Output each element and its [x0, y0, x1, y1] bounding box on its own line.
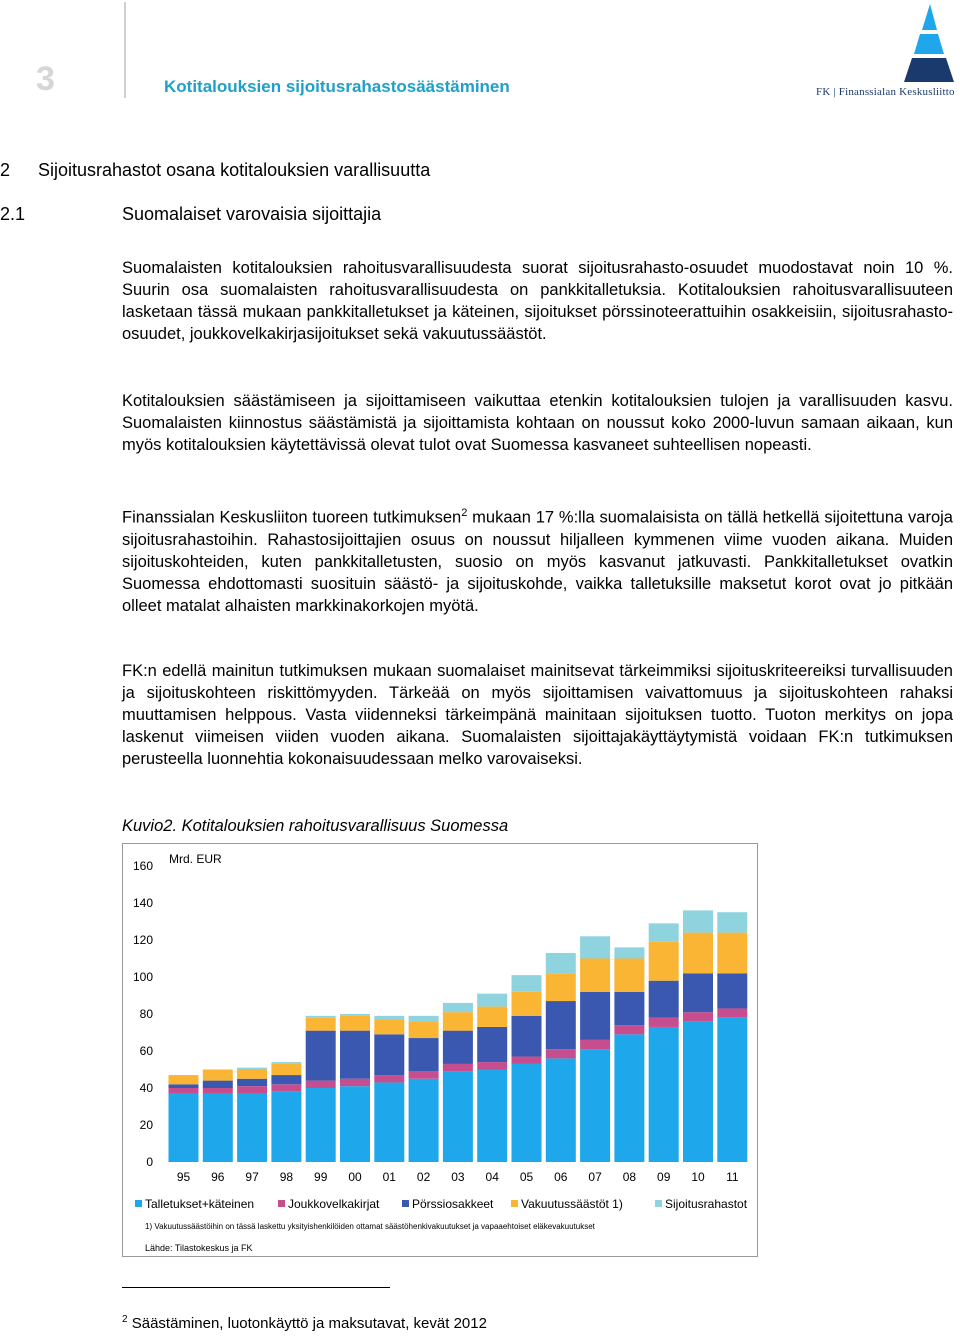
- bar-segment: [237, 1068, 267, 1070]
- bar-segment: [443, 1031, 473, 1064]
- y-tick-label: 0: [146, 1155, 153, 1169]
- chart-svg: [123, 844, 759, 1258]
- bar-segment: [306, 1031, 336, 1081]
- bar-segment: [614, 1025, 644, 1034]
- bar-segment: [271, 1092, 301, 1162]
- bar-segment: [512, 975, 542, 992]
- bar-segment: [717, 912, 747, 932]
- footnote-number: 2: [122, 1314, 128, 1325]
- legend-label: Sijoitusrahastot: [665, 1197, 748, 1211]
- x-tick-label: 05: [519, 1170, 534, 1184]
- bar-segment: [717, 973, 747, 1008]
- bar-segment: [237, 1086, 267, 1093]
- x-tick-label: 02: [416, 1170, 431, 1184]
- bar-segment: [477, 1027, 507, 1062]
- bar-segment: [169, 1088, 199, 1094]
- bar-segment: [374, 1075, 404, 1082]
- x-tick-label: 03: [451, 1170, 465, 1184]
- x-tick-label: 96: [211, 1170, 225, 1184]
- legend-swatch: [278, 1200, 285, 1207]
- bar-segment: [203, 1081, 233, 1088]
- footnote-divider: [122, 1287, 390, 1288]
- bar-segment: [237, 1079, 267, 1086]
- pyramid-logo-icon: [900, 2, 958, 84]
- header-divider: [124, 2, 126, 98]
- fk-logo: [816, 2, 958, 102]
- paragraph-4: FK:n edellä mainitun tutkimuksen mukaan suomalaiset mainitsevat tärkeimmiksi sijoituskriteereiksi turvallisuuden ja sijoituskohteen riskittömyyden. Tärkeää on myös sijoittamisen vaivattomuus ja sijoituskohteen rahaksi muuttamisen helppous. Vasta viidenneksi tärkeimpänä mainitaan sijoituksen tuotto. Tuoton merkitys on jopa laskenut viimeisen viiden vuoden aikana. Suomalaisten sijoittajakäyttäytymistä voidaan FK:n tutkimuksen perusteella luonnehtia kokonaisuudessaan melko varovaiseksi.: [122, 662, 953, 768]
- bar-segment: [580, 1040, 610, 1049]
- bar-segment: [409, 1021, 439, 1038]
- bar-segment: [169, 1094, 199, 1162]
- bar-segment: [649, 1027, 679, 1162]
- bar-segment: [717, 1008, 747, 1017]
- bar-segment: [683, 933, 713, 974]
- bar-segment: [306, 1081, 336, 1088]
- bar-segment: [683, 910, 713, 932]
- bar-segment: [374, 1020, 404, 1035]
- section-number: 2: [0, 160, 11, 180]
- bar-segment: [306, 1016, 336, 1018]
- paragraph-3-start: Finanssialan Keskusliiton tuoreen tutkimuksen: [122, 508, 462, 527]
- bar-segment: [271, 1084, 301, 1091]
- bar-segment: [409, 1016, 439, 1022]
- paragraph-3: [122, 502, 953, 617]
- legend-swatch: [655, 1200, 662, 1207]
- bar-segment: [477, 1007, 507, 1027]
- bar-segment: [580, 959, 610, 992]
- subsection-heading: [0, 204, 381, 225]
- x-tick-label: 07: [588, 1170, 602, 1184]
- legend-label: Vakuutussäästöt 1): [521, 1197, 623, 1211]
- bar-segment: [340, 1086, 370, 1162]
- bar-segment: [683, 1021, 713, 1162]
- legend-label: Pörssiosakkeet: [412, 1197, 494, 1211]
- logo-text: FK | Finanssialan Keskusliitto: [816, 86, 955, 98]
- bar-segment: [546, 1049, 576, 1058]
- legend-label: Joukkovelkakirjat: [288, 1197, 380, 1211]
- x-tick-label: 01: [382, 1170, 396, 1184]
- y-tick-label: 160: [132, 859, 153, 873]
- bar-segment: [512, 1057, 542, 1064]
- bar-segment: [409, 1038, 439, 1071]
- footnote: [122, 1314, 487, 1332]
- x-tick-label: 97: [245, 1170, 259, 1184]
- x-tick-label: 99: [314, 1170, 328, 1184]
- bar-segment: [512, 992, 542, 1016]
- bar-segment: [649, 1018, 679, 1027]
- y-tick-label: 120: [132, 933, 153, 947]
- bar-segment: [614, 959, 644, 992]
- bar-segment: [374, 1016, 404, 1020]
- bar-segment: [271, 1062, 301, 1064]
- financial-assets-chart: [122, 843, 758, 1257]
- x-tick-label: 00: [348, 1170, 362, 1184]
- x-tick-label: 09: [657, 1170, 671, 1184]
- chart-source: Lähde: Tilastokeskus ja FK: [145, 1243, 253, 1253]
- section-title: Sijoitusrahastot osana kotitalouksien varallisuutta: [38, 160, 431, 180]
- bar-segment: [374, 1082, 404, 1162]
- header-title: Kotitalouksien sijoitusrahastosäästäminen: [164, 77, 510, 96]
- paragraph-2: Kotitalouksien säästämiseen ja sijoittamiseen vaikuttaa etenkin kotitalouksien tulojen ja varallisuuden kasvu. Suomalaisten kiinnostus säästämistä ja sijoittamista kohtaan on noussut koko 2000-luvun samaan aikaan, kun myös kotitalouksien käytettävissä olevat tulot ovat Suomessa kasvaneet suhteellisen nopeasti.: [122, 392, 953, 454]
- y-tick-label: 20: [139, 1118, 153, 1132]
- bar-segment: [477, 994, 507, 1007]
- bar-segment: [512, 1064, 542, 1162]
- bar-segment: [409, 1071, 439, 1078]
- bar-segment: [203, 1070, 233, 1081]
- bar-segment: [546, 1058, 576, 1162]
- paragraph-1: Suomalaisten kotitalouksien rahoitusvarallisuudesta suorat sijoitusrahasto-osuudet muodostavat noin 10 %. Suurin osa suomalaisten rahoitusvarallisuudesta on pankkitalletuksia. Kotitalouksien rahoitusvarallisuuteen lasketaan tässä mukaan pankkitalletukset ja käteinen, sijoitukset pörssinoteerattuihin osakkeisiin, sijoitusrahasto-osuudet, joukkovelkakirjasijoitukset sekä vakuutussäästöt.: [122, 259, 953, 343]
- x-tick-label: 04: [485, 1170, 499, 1184]
- bar-segment: [649, 942, 679, 981]
- figure-caption: Kuvio2. Kotitalouksien rahoitusvarallisuus Suomessa: [122, 817, 509, 835]
- bar-segment: [409, 1079, 439, 1162]
- y-tick-label: 100: [132, 970, 153, 984]
- bar-segment: [306, 1088, 336, 1162]
- bar-segment: [614, 947, 644, 958]
- bar-segment: [340, 1079, 370, 1086]
- x-tick-label: 10: [691, 1170, 705, 1184]
- legend-swatch: [402, 1200, 409, 1207]
- legend-swatch: [511, 1200, 518, 1207]
- x-tick-label: 08: [622, 1170, 637, 1184]
- bar-segment: [203, 1088, 233, 1094]
- y-tick-label: 140: [132, 896, 153, 910]
- bar-segment: [717, 1018, 747, 1162]
- bar-segment: [649, 923, 679, 942]
- unit-label: Mrd. EUR: [169, 852, 222, 866]
- bar-segment: [614, 1034, 644, 1162]
- section-heading: [0, 160, 430, 181]
- bar-segment: [271, 1064, 301, 1075]
- footnote-text: Säästäminen, luotonkäyttö ja maksutavat, kevät 2012: [131, 1315, 487, 1332]
- bar-segment: [512, 1016, 542, 1057]
- footnote-ref[interactable]: 2: [461, 507, 468, 519]
- bar-segment: [340, 1031, 370, 1079]
- bar-segment: [271, 1075, 301, 1084]
- subsection-title: Suomalaiset varovaisia sijoittajia: [122, 204, 382, 224]
- y-tick-label: 80: [139, 1007, 153, 1021]
- bar-segment: [477, 1070, 507, 1163]
- bar-segment: [169, 1075, 199, 1084]
- paragraph-3-rest: mukaan 17 %:lla suomalaisista on tällä hetkellä sijoitettuna varoja sijoitusrahastoihin. Rahastosijoittajien osuus on noussut hiljalleen kymmenen viime vuoden aikana. Muiden sijoituskohteiden, kuten pankkitalletusten, suosio on myös kasvanut jatkuvasti. Pankkitalletukset ovatkin Suomessa ehdottomasti suosituin säästö- ja sijoituskohde, vaikka talletuksille maksetut korot ovat jo pitkään olleet matalat alhaisten markkinakorkojen myötä.: [122, 508, 953, 615]
- bar-segment: [546, 1001, 576, 1049]
- chart-footnote: 1) Vakuutussäästöihin on tässä laskettu yksityishenkilöiden ottamat säästöhenkivakuutukset ja vapaaehtoiset eläkevakuutukset: [145, 1222, 595, 1231]
- bar-segment: [683, 1012, 713, 1021]
- bar-segment: [443, 1003, 473, 1012]
- x-tick-label: 11: [726, 1170, 739, 1184]
- bar-segment: [443, 1071, 473, 1162]
- bar-segment: [649, 981, 679, 1018]
- x-tick-label: 06: [554, 1170, 568, 1184]
- bar-segment: [580, 1049, 610, 1162]
- bar-segment: [580, 936, 610, 958]
- bar-segment: [169, 1084, 199, 1088]
- bar-segment: [203, 1094, 233, 1162]
- bar-segment: [546, 973, 576, 1001]
- subsection-number: 2.1: [0, 204, 26, 224]
- bar-segment: [340, 1014, 370, 1016]
- legend-swatch: [135, 1200, 142, 1207]
- bar-segment: [237, 1070, 267, 1079]
- bar-segment: [443, 1012, 473, 1031]
- bar-segment: [306, 1018, 336, 1031]
- bar-segment: [580, 992, 610, 1040]
- legend-label: Talletukset+käteinen: [145, 1197, 255, 1211]
- bar-segment: [237, 1094, 267, 1162]
- bar-segment: [443, 1064, 473, 1071]
- page-number: 3: [36, 60, 55, 98]
- y-tick-label: 60: [139, 1044, 153, 1058]
- bar-segment: [477, 1062, 507, 1069]
- x-tick-label: 95: [176, 1170, 191, 1184]
- bar-segment: [374, 1034, 404, 1075]
- x-tick-label: 98: [279, 1170, 294, 1184]
- bar-segment: [546, 953, 576, 973]
- bar-segment: [614, 992, 644, 1025]
- bar-segment: [340, 1016, 370, 1031]
- bar-segment: [717, 933, 747, 974]
- bar-segment: [683, 973, 713, 1012]
- y-tick-label: 40: [139, 1081, 153, 1095]
